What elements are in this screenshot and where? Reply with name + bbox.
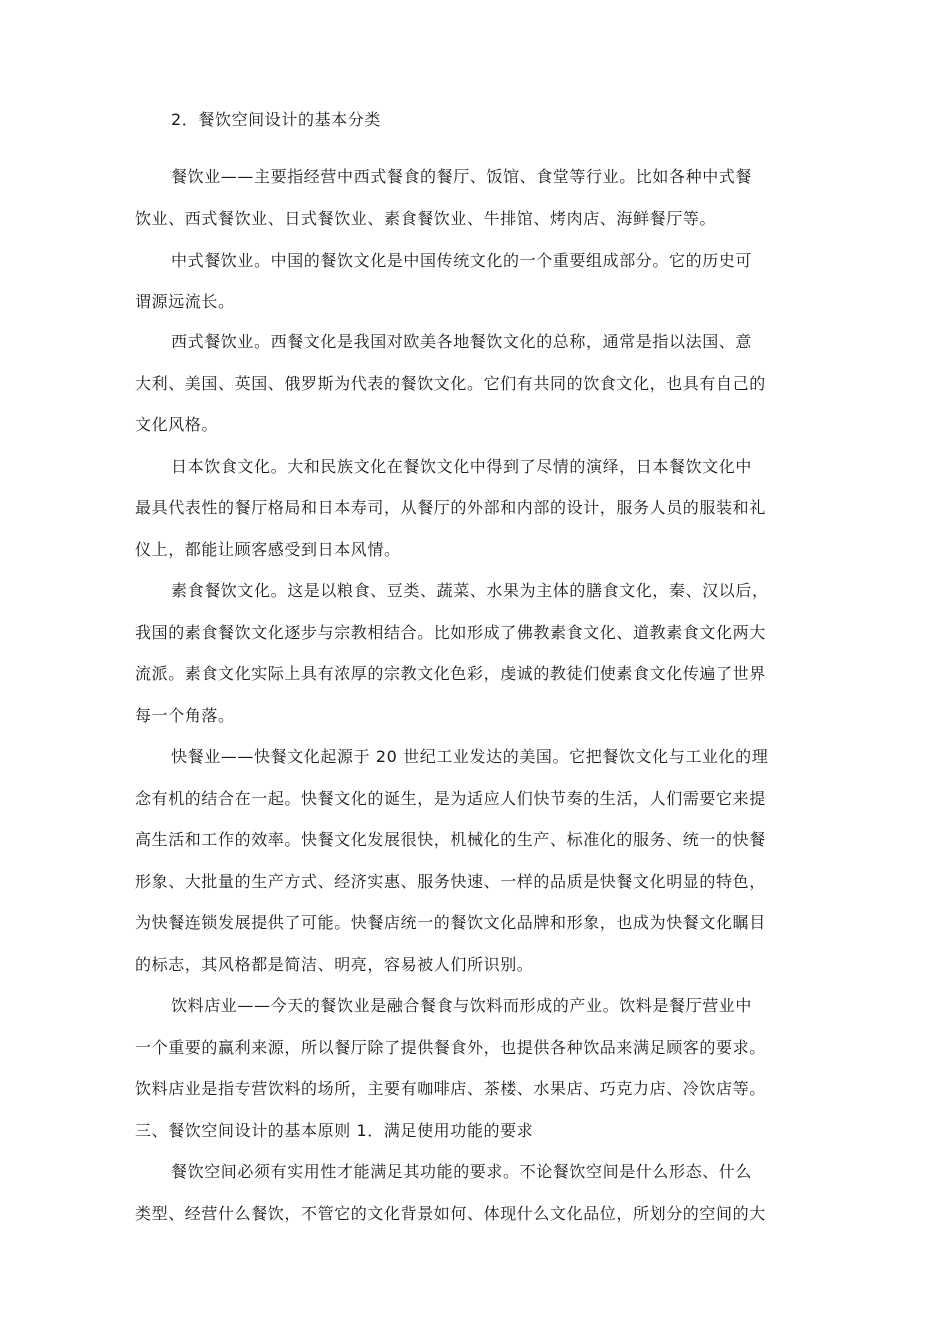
paragraph-line: 每一个角落。 — [135, 706, 235, 725]
paragraph-line: 日本饮食文化。大和民族文化在餐饮文化中得到了尽情的演绎，日本餐饮文化中 — [171, 457, 753, 476]
paragraph-line: 形象、大批量的生产方式、经济实惠、服务快速、一样的品质是快餐文化明显的特色， — [135, 872, 766, 891]
paragraph-line: 为快餐连锁发展提供了可能。快餐店统一的餐饮文化品牌和形象，也成为快餐文化瞩目 — [135, 913, 766, 932]
paragraph-line: 一个重要的赢利来源，所以餐厅除了提供餐食外，也提供各种饮品来满足顾客的要求。 — [135, 1038, 766, 1057]
paragraph-line: 最具代表性的餐厅格局和日本寿司，从餐厅的外部和内部的设计，服务人员的服装和礼 — [135, 498, 766, 517]
paragraph-line: 仪上，都能让顾客感受到日本风情。 — [135, 540, 401, 559]
paragraph-line: 饮料店业是指专营饮料的场所，主要有咖啡店、茶楼、水果店、巧克力店、冷饮店等。 — [135, 1079, 766, 1098]
paragraph-line: 类型、经营什么餐饮，不管它的文化背景如何、体现什么文化品位，所划分的空间的大 — [135, 1204, 766, 1223]
paragraph-line: 文化风格。 — [135, 415, 219, 434]
section-heading: 三、餐饮空间设计的基本原则 1．满足使用功能的要求 — [135, 1121, 534, 1140]
paragraph-line: 流派。素食文化实际上具有浓厚的宗教文化色彩，虔诚的教徒们使素食文化传遍了世界 — [135, 664, 766, 683]
paragraph-line: 西式餐饮业。西餐文化是我国对欧美各地餐饮文化的总称，通常是指以法国、意 — [171, 332, 753, 351]
paragraph-line: 餐饮业——主要指经营中西式餐食的餐厅、饭馆、食堂等行业。比如各种中式餐 — [171, 167, 753, 186]
paragraph-line: 饮业、西式餐饮业、日式餐饮业、素食餐饮业、牛排馆、烤肉店、海鲜餐厅等。 — [135, 209, 717, 228]
section-heading: 2．餐饮空间设计的基本分类 — [171, 110, 381, 129]
paragraph-line: 我国的素食餐饮文化逐步与宗教相结合。比如形成了佛教素食文化、道教素食文化两大 — [135, 623, 766, 642]
paragraph-line: 快餐业——快餐文化起源于 20 世纪工业发达的美国。它把餐饮文化与工业化的理 — [171, 747, 769, 766]
paragraph-line: 大利、美国、英国、俄罗斯为代表的餐饮文化。它们有共同的饮食文化，也具有自己的 — [135, 374, 766, 393]
paragraph-line: 高生活和工作的效率。快餐文化发展很快，机械化的生产、标准化的服务、统一的快餐 — [135, 830, 766, 849]
paragraph-line: 谓源远流长。 — [135, 292, 235, 311]
paragraph-line: 饮料店业——今天的餐饮业是融合餐食与饮料而形成的产业。饮料是餐厅营业中 — [171, 996, 753, 1015]
paragraph-line: 餐饮空间必须有实用性才能满足其功能的要求。不论餐饮空间是什么形态、什么 — [171, 1162, 753, 1181]
paragraph-line: 念有机的结合在一起。快餐文化的诞生，是为适应人们快节奏的生活，人们需要它来提 — [135, 789, 766, 808]
paragraph-line: 中式餐饮业。中国的餐饮文化是中国传统文化的一个重要组成部分。它的历史可 — [171, 251, 753, 270]
paragraph-line: 素食餐饮文化。这是以粮食、豆类、蔬菜、水果为主体的膳食文化，秦、汉以后， — [171, 581, 769, 600]
paragraph-line: 的标志，其风格都是简洁、明亮，容易被人们所识别。 — [135, 955, 534, 974]
